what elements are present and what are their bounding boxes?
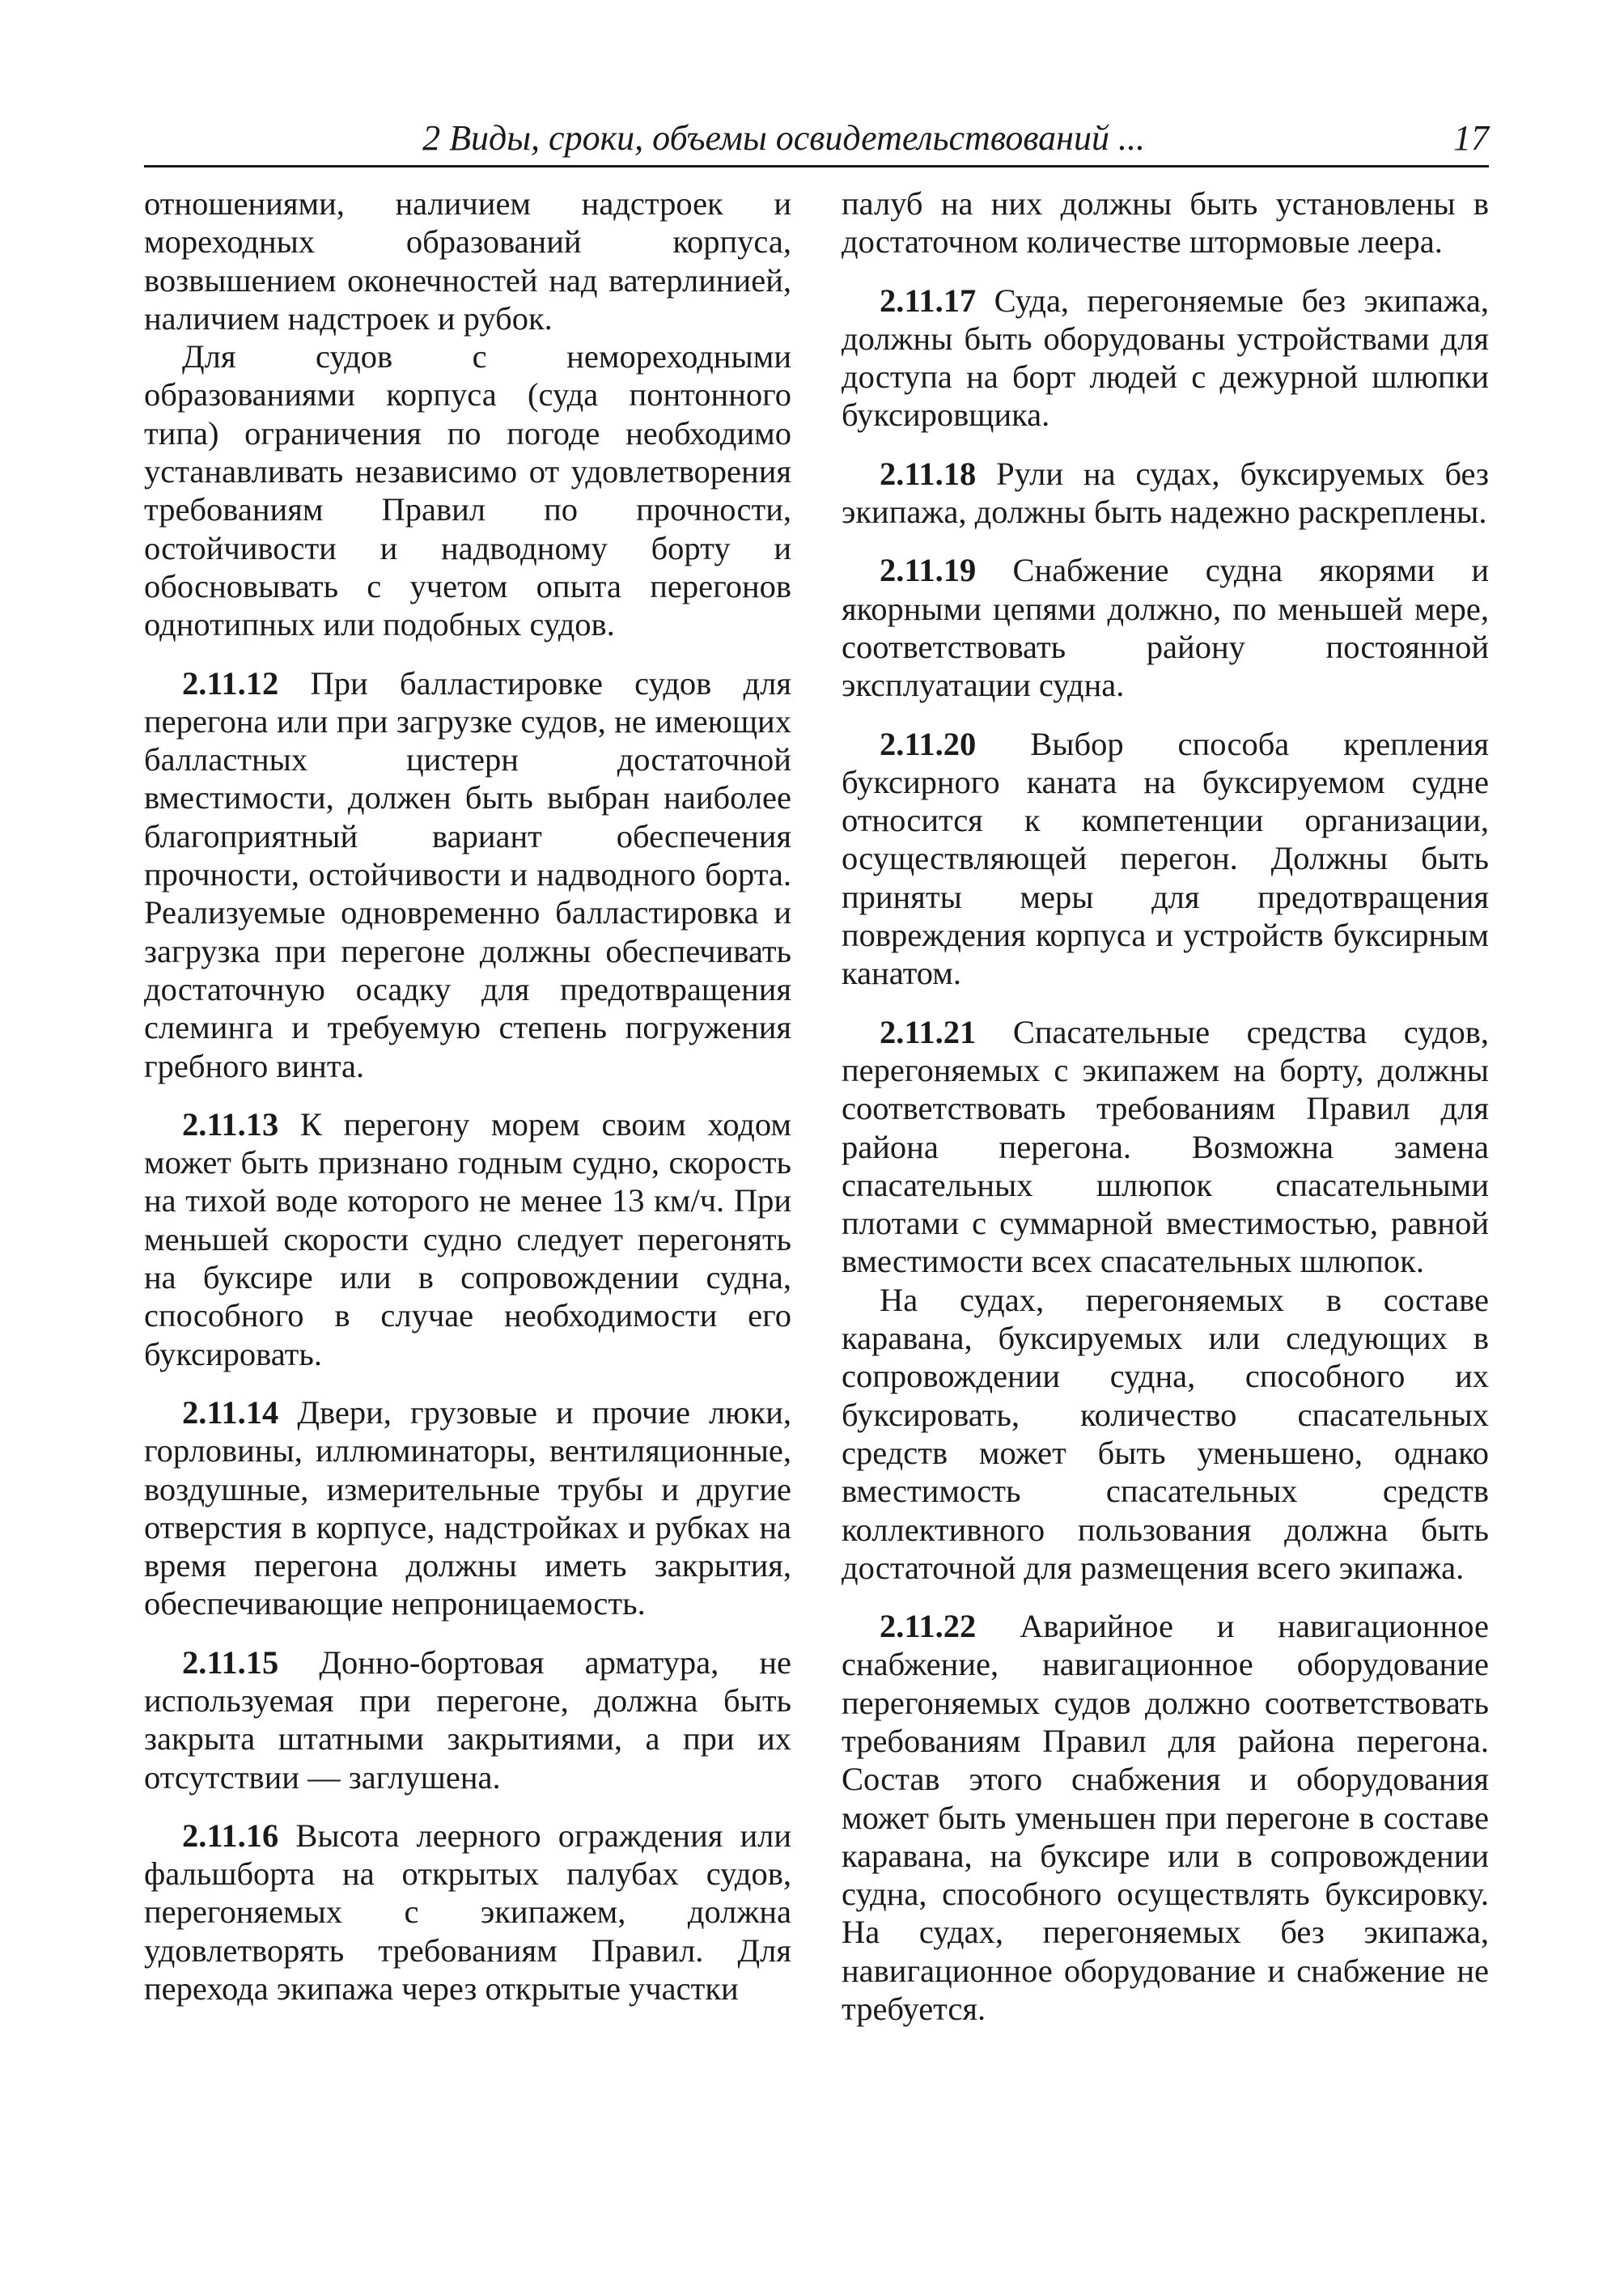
paragraph-text: отношениями, наличием надстроек и мореходных образований корпуса, возвышением оконечностей над ватерлинией, наличием надстроек и рубок. — [144, 185, 791, 337]
clause-number: 2.11.15 — [182, 1643, 279, 1681]
clause-text: Аварийное и навигационное снабжение, навигационное оборудование перегоняемых судов должно соответствовать требованиям Правил для района перегона. Состав этого снабжения и оборудования может быть уменьшен при перегоне в составе каравана, на буксире или в сопровождении судна, способного осуществлять буксировку. На судах, перегоняемых без экипажа, навигационное оборудование и снабжение не требуется. — [842, 1608, 1489, 2028]
paragraph — [144, 337, 791, 643]
clause-text: Рули на судах, буксируемых без экипажа, должны быть надежно раскреплены. — [842, 455, 1490, 531]
clause-number: 2.11.22 — [880, 1608, 977, 1645]
clause-number: 2.11.12 — [182, 664, 279, 702]
running-header — [144, 118, 1489, 167]
paragraph-text: Для судов с немореходными образованиями корпуса (суда понтонного типа) ограничения по погоде необходимо устанавливать независимо от удовлетворения требованиям Правил по прочности, остойчивости и надводному борту и обосновывать с учетом опыта перегонов однотипных или подобных судов. — [144, 338, 791, 643]
clause-2-11-17 — [842, 282, 1489, 435]
clause-2-11-19 — [842, 551, 1489, 704]
clause-number: 2.11.18 — [880, 455, 977, 492]
paragraph — [842, 1281, 1489, 1587]
paragraph-continuation — [144, 184, 791, 337]
right-column — [842, 184, 1489, 2028]
clause-2-11-21 — [842, 1013, 1489, 1281]
clause-2-11-14 — [144, 1393, 791, 1623]
clause-2-11-12 — [144, 664, 791, 1085]
clause-text: К перегону морем своим ходом может быть признано годным судно, скорость на тихой воде которого не менее 13 км/ч. При меньшей скорости судно следует перегонять на буксире или в сопровождении судна, способного в случае необходимости его буксировать. — [144, 1105, 792, 1372]
clause-text: Снабжение судна якорями и якорными цепями должно, по меньшей мере, соответствовать району постоянной эксплуатации судна. — [842, 552, 1489, 704]
clause-number: 2.11.20 — [880, 725, 977, 762]
left-column — [144, 184, 791, 2008]
clause-text: При балластировке судов для перегона или при загрузке судов, не имеющих балластных цистерн достаточной вместимости, должен быть выбран наиболее благоприятный вариант обеспечения прочности, остойчивости и надводного борта. Реализуемые одновременно балластировка и загрузка при перегоне должны обеспечивать достаточную осадку для предотвращения слеминга и требуемую степень погружения гребного винта. — [144, 664, 792, 1084]
clause-number: 2.11.21 — [880, 1013, 977, 1050]
clause-2-11-13 — [144, 1105, 791, 1373]
clause-text: Двери, грузовые и прочие люки, горловины, иллюминаторы, вентиляционные, воздушные, измерительные трубы и другие отверстия в корпусе, надстройках и рубках на время перегона должны иметь закрытия, обеспечивающие непроницаемость. — [144, 1393, 791, 1622]
paragraph-text: На судах, перегоняемых в составе каравана, буксируемых или следующих в сопровождении судна, способного их буксировать, количество спасательных средств может быть уменьшено, однако вместимость спасательных средств коллективного пользования должна быть достаточной для размещения всего экипажа. — [842, 1281, 1489, 1586]
clause-2-11-16 — [144, 1817, 791, 2008]
clause-text: Высота леерного ограждения или фальшборта на открытых палубах судов, перегоняемых с экипажем, должна удовлетворять требованиям Правил. Для перехода экипажа через открытые участки — [144, 1817, 792, 2008]
clause-number: 2.11.19 — [880, 552, 977, 589]
clause-number: 2.11.17 — [880, 282, 977, 319]
clause-number: 2.11.16 — [182, 1817, 279, 1854]
paragraph-text: палуб на них должны быть установлены в достаточном количестве штормовые леера. — [842, 185, 1489, 261]
clause-2-11-18 — [842, 455, 1489, 532]
clause-2-11-15 — [144, 1643, 791, 1796]
clause-text: Суда, перегоняемые без экипажа, должны быть оборудованы устройствами для доступа на борт людей с дежурной шлюпки буксировщика. — [842, 282, 1489, 434]
paragraph-continuation — [842, 184, 1489, 261]
clause-text: Выбор способа крепления буксирного каната на буксируемом судне относится к компетенции организации, осуществляющей перегон. Должны быть приняты меры для предотвращения повреждения корпуса и устройств буксирным канатом. — [842, 725, 1489, 992]
clause-2-11-20 — [842, 725, 1489, 993]
clause-number: 2.11.14 — [182, 1393, 279, 1431]
running-title: 2 Виды, сроки, объемы освидетельствований ... — [422, 118, 1145, 158]
clause-number: 2.11.13 — [182, 1105, 279, 1143]
page-number: 17 — [1453, 118, 1489, 158]
clause-2-11-22 — [842, 1607, 1489, 2028]
clause-text: Донно-бортовая арматура, не используемая при перегоне, должна быть закрыта штатными закрытиями, а при их отсутствии — заглушена. — [144, 1643, 791, 1796]
clause-text: Спасательные средства судов, перегоняемых с экипажем на борту, должны соответствовать требованиям Правил для района перегона. Возможна замена спасательных шлюпок спасательными плотами с суммарной вместимостью, равной вместимости всех спасательных шлюпок. — [842, 1013, 1489, 1280]
